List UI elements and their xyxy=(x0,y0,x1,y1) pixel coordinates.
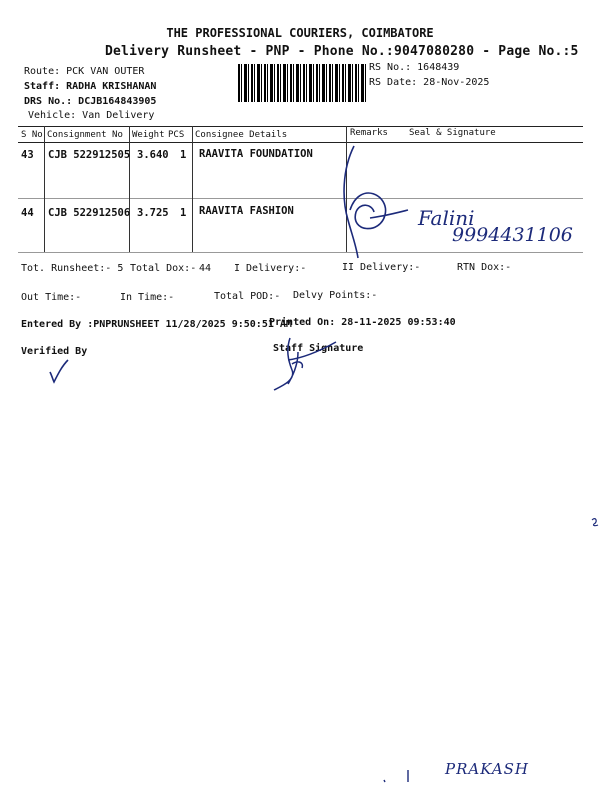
header-seal-signature: Seal & Signature xyxy=(409,128,496,138)
row-sno: 43 xyxy=(21,149,34,161)
row-divider xyxy=(18,198,583,199)
total-dox-label: Total Dox:- xyxy=(130,263,197,274)
row-weight: 3.725 xyxy=(137,207,169,219)
row-consignment: CJB 522912506 xyxy=(48,207,131,219)
total-pod: Total POD:- xyxy=(214,291,281,302)
delvy-points: Delvy Points:- xyxy=(293,290,378,301)
route-label: Route: PCK VAN OUTER xyxy=(24,66,145,77)
vehicle-label: Vehicle: Van Delivery xyxy=(28,110,155,121)
entered-by: Entered By :PNPRUNSHEET 11/28/2025 9:50:51 AM xyxy=(21,319,292,330)
header-sno: S No xyxy=(21,130,43,140)
receiver-phone-handwritten: 9994431106 xyxy=(452,224,573,246)
header-remarks: Remarks xyxy=(350,128,388,138)
verified-checkmark xyxy=(44,356,74,386)
receiver-name-handwritten: Falini xyxy=(418,206,475,230)
verified-by: Verified By xyxy=(21,346,88,357)
rs-number: RS No.: 1648439 xyxy=(369,62,460,73)
table-top-border xyxy=(18,126,583,127)
company-title: THE PROFESSIONAL COURIERS, COIMBATORE xyxy=(166,26,434,40)
total-dox-value: 44 xyxy=(199,263,212,274)
col-divider xyxy=(129,126,130,252)
in-time: In Time:- xyxy=(120,292,175,303)
row-consignee: RAAVITA FOUNDATION xyxy=(199,148,313,160)
row-sno: 44 xyxy=(21,207,34,219)
header-weight: Weight xyxy=(132,130,165,140)
row-weight: 3.640 xyxy=(137,149,169,161)
row-pcs: 1 xyxy=(180,149,187,161)
row-consignee: RAAVITA FASHION xyxy=(199,205,294,217)
header-pcs: PCS xyxy=(168,130,185,140)
bottom-tick-marks xyxy=(380,766,420,786)
row-consignment: CJB 522912505 xyxy=(48,149,131,161)
staff-signature-scrawl xyxy=(268,330,348,395)
tot-runsheet: Tot. Runsheet:- 5 xyxy=(21,263,124,274)
col-divider xyxy=(192,126,193,252)
staff-signature-label: Staff Signature xyxy=(273,343,364,354)
rtn-dox: RTN Dox:- xyxy=(457,262,512,273)
staff-label: Staff: RADHA KRISHANAN xyxy=(24,81,157,92)
col-divider xyxy=(44,126,45,252)
drs-label: DRS No.: DCJB164843905 xyxy=(24,96,157,107)
out-time: Out Time:- xyxy=(21,292,82,303)
i-delivery: I Delivery:- xyxy=(234,263,307,274)
header-consignee: Consignee Details xyxy=(195,130,288,140)
rs-date: RS Date: 28-Nov-2025 xyxy=(369,77,490,88)
header-consignment: Consignment No xyxy=(47,130,123,140)
row-pcs: 1 xyxy=(180,207,187,219)
bottom-name-handwritten: PRAKASH xyxy=(445,760,530,778)
margin-mark xyxy=(590,516,600,528)
runsheet-subtitle: Delivery Runsheet - PNP - Phone No.:9047080280 - Page No.:5 xyxy=(105,44,579,59)
receiver-signature-scrawl xyxy=(330,140,410,270)
barcode xyxy=(238,64,366,102)
table-bottom-border xyxy=(18,252,583,253)
printed-on: Printed On: 28-11-2025 09:53:40 xyxy=(269,317,456,328)
table-header-bottom-border xyxy=(18,142,583,143)
ii-delivery: II Delivery:- xyxy=(342,262,421,273)
